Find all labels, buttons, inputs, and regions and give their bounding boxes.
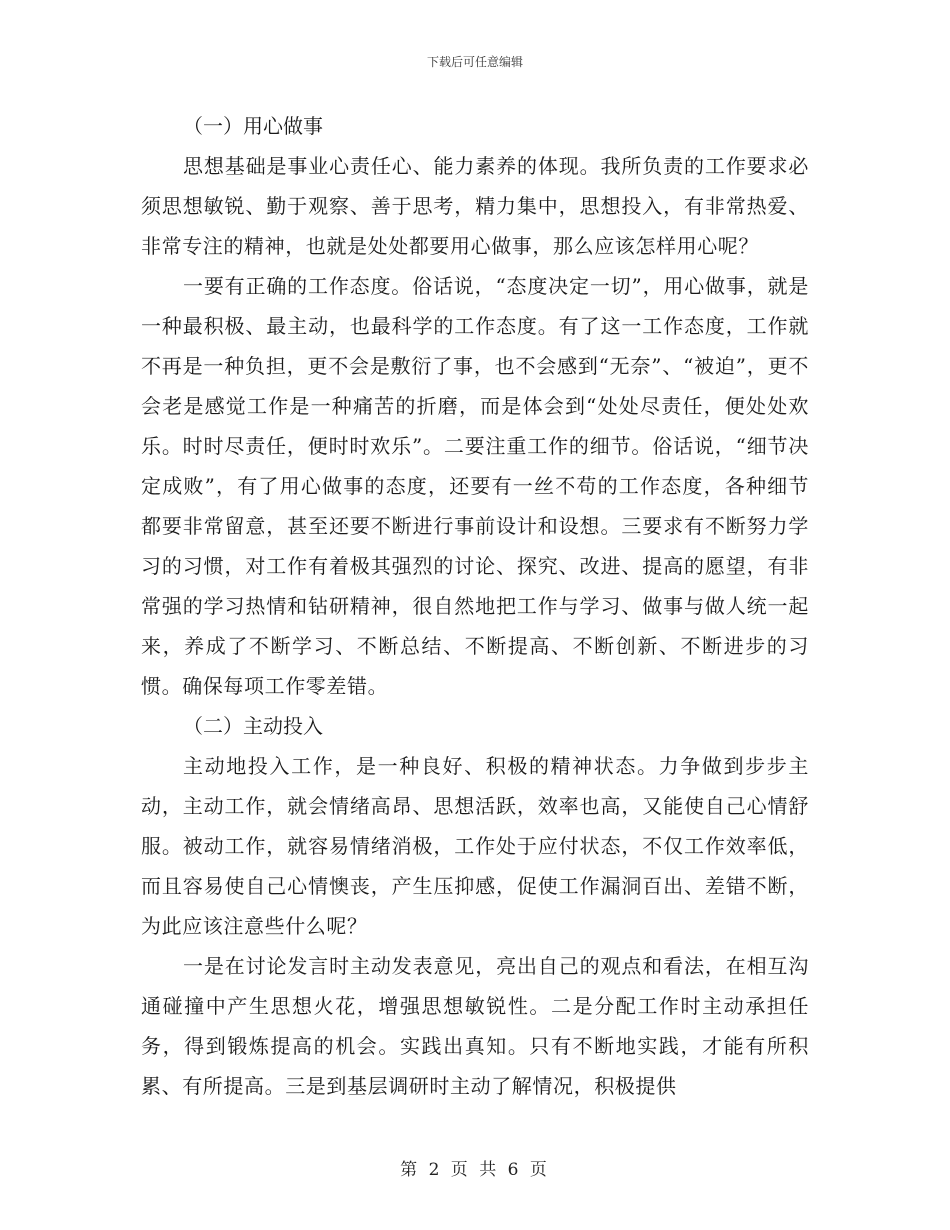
- section-heading: （二）主动投入: [183, 714, 323, 738]
- section-heading: （一）用心做事: [183, 114, 323, 138]
- paragraph: 一要有正确的工作态度。俗话说，“态度决定一切”，用心做事，就是一种最积极、最主动，也最科学的工作态度。有了这一工作态度，工作就不再是一种负担，更不会是敷衍了事，也不会感到“无奈”、“被迫”，更不会老是感觉工作是一种痛苦的折磨，而是体会到“处处尽责任，便处处欢乐。时时尽责任，便时时欢乐”。二要注重工作的细节。俗话说，“细节决定成败”，有了用心做事的态度，还要有一丝不苟的工作态度，各种细节都要非常留意，甚至还要不断进行事前设计和设想。三要求有不断努力学习的习惯，对工作有着极其强烈的讨论、探究、改进、提高的愿望，有非常强的学习热情和钻研精神，很自然地把工作与学习、做事与做人统一起来，养成了不断学习、不断总结、不断提高、不断创新、不断进步的习惯。确保每项工作零差错。: [141, 274, 809, 698]
- page-footer: 第 2 页 共 6 页: [400, 1160, 550, 1180]
- paragraph: 思想基础是事业心责任心、能力素养的体现。我所负责的工作要求必须思想敏锐、勤于观察、善于思考，精力集中，思想投入，有非常热爱、非常专注的精神，也就是处处都要用心做事，那么应该怎样用心呢？: [141, 154, 809, 258]
- page-header: 下载后可任意编辑: [426, 55, 523, 69]
- paragraph: 主动地投入工作，是一种良好、积极的精神状态。力争做到步步主动，主动工作，就会情绪高昂、思想活跃，效率也高，又能使自己心情舒服。被动工作，就容易情绪消极，工作处于应付状态，不仅工作效率低，而且容易使自己心情懊丧，产生压抑感，促使工作漏洞百出、差错不断，为此应该注意些什么呢？: [141, 754, 809, 938]
- paragraph: 一是在讨论发言时主动发表意见，亮出自己的观点和看法，在相互沟通碰撞中产生思想火花，增强思想敏锐性。二是分配工作时主动承担任务，得到锻炼提高的机会。实践出真知。只有不断地实践，才能有所积累、有所提高。三是到基层调研时主动了解情况，积极提供: [141, 954, 809, 1098]
- document-body: [141, 106, 809, 1106]
